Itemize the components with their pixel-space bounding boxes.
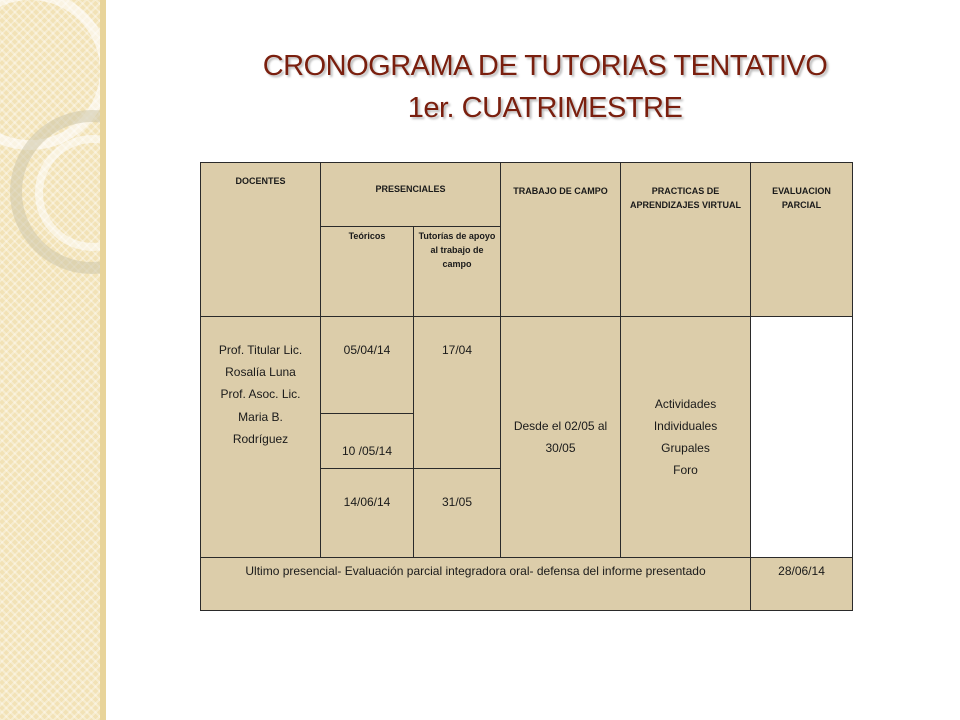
decorative-side-panel [0, 0, 106, 720]
header-practicas: PRACTICAS DE APRENDIZAJES VIRTUAL [621, 163, 751, 317]
tutorias-date: 31/05 [414, 469, 501, 558]
practicas-cell [621, 317, 751, 558]
header-presenciales: PRESENCIALES [321, 163, 501, 227]
teoricos-date: 05/04/14 [321, 317, 414, 414]
tutorias-date: 17/04 [414, 317, 501, 469]
side-panel-edge [100, 0, 106, 720]
practica-line: Individuales [653, 418, 718, 433]
docentes-cell [201, 317, 321, 558]
evaluacion-cell [751, 317, 853, 558]
trabajo-campo-cell: Desde el 02/05 al 30/05 [501, 317, 621, 558]
header-docentes: DOCENTES [201, 163, 321, 317]
teoricos-date: 14/06/14 [321, 469, 414, 558]
footer-row [201, 558, 853, 611]
docente-line: Rodríguez [232, 431, 289, 446]
docente-line: Maria B. [238, 409, 283, 424]
footer-text: Ultimo presencial- Evaluación parcial integradora oral- defensa del informe presentado [201, 558, 751, 611]
header-teoricos: Teóricos [321, 227, 414, 317]
schedule-table [200, 162, 853, 611]
docente-line: Prof. Titular Lic. [218, 343, 303, 357]
slide-subtitle: 1er. CUATRIMESTRE [407, 92, 683, 124]
header-trabajo-campo: TRABAJO DE CAMPO [501, 163, 621, 317]
practica-line: Foro [673, 463, 698, 478]
teoricos-date: 10 /05/14 [321, 414, 414, 469]
docente-line: Rosalía Luna [225, 365, 296, 380]
footer-date: 28/06/14 [751, 558, 853, 611]
practica-line: Grupales [661, 441, 710, 455]
docente-line: Prof. Asoc. Lic. [220, 387, 301, 402]
slide-title: CRONOGRAMA DE TUTORIAS TENTATIVO [262, 50, 828, 82]
header-tutorias: Tutorías de apoyo al trabajo de campo [414, 227, 501, 317]
practica-line: Actividades [654, 396, 717, 411]
header-row [201, 163, 853, 227]
header-evaluacion: EVALUACION PARCIAL [751, 163, 853, 317]
table-row [201, 317, 853, 414]
